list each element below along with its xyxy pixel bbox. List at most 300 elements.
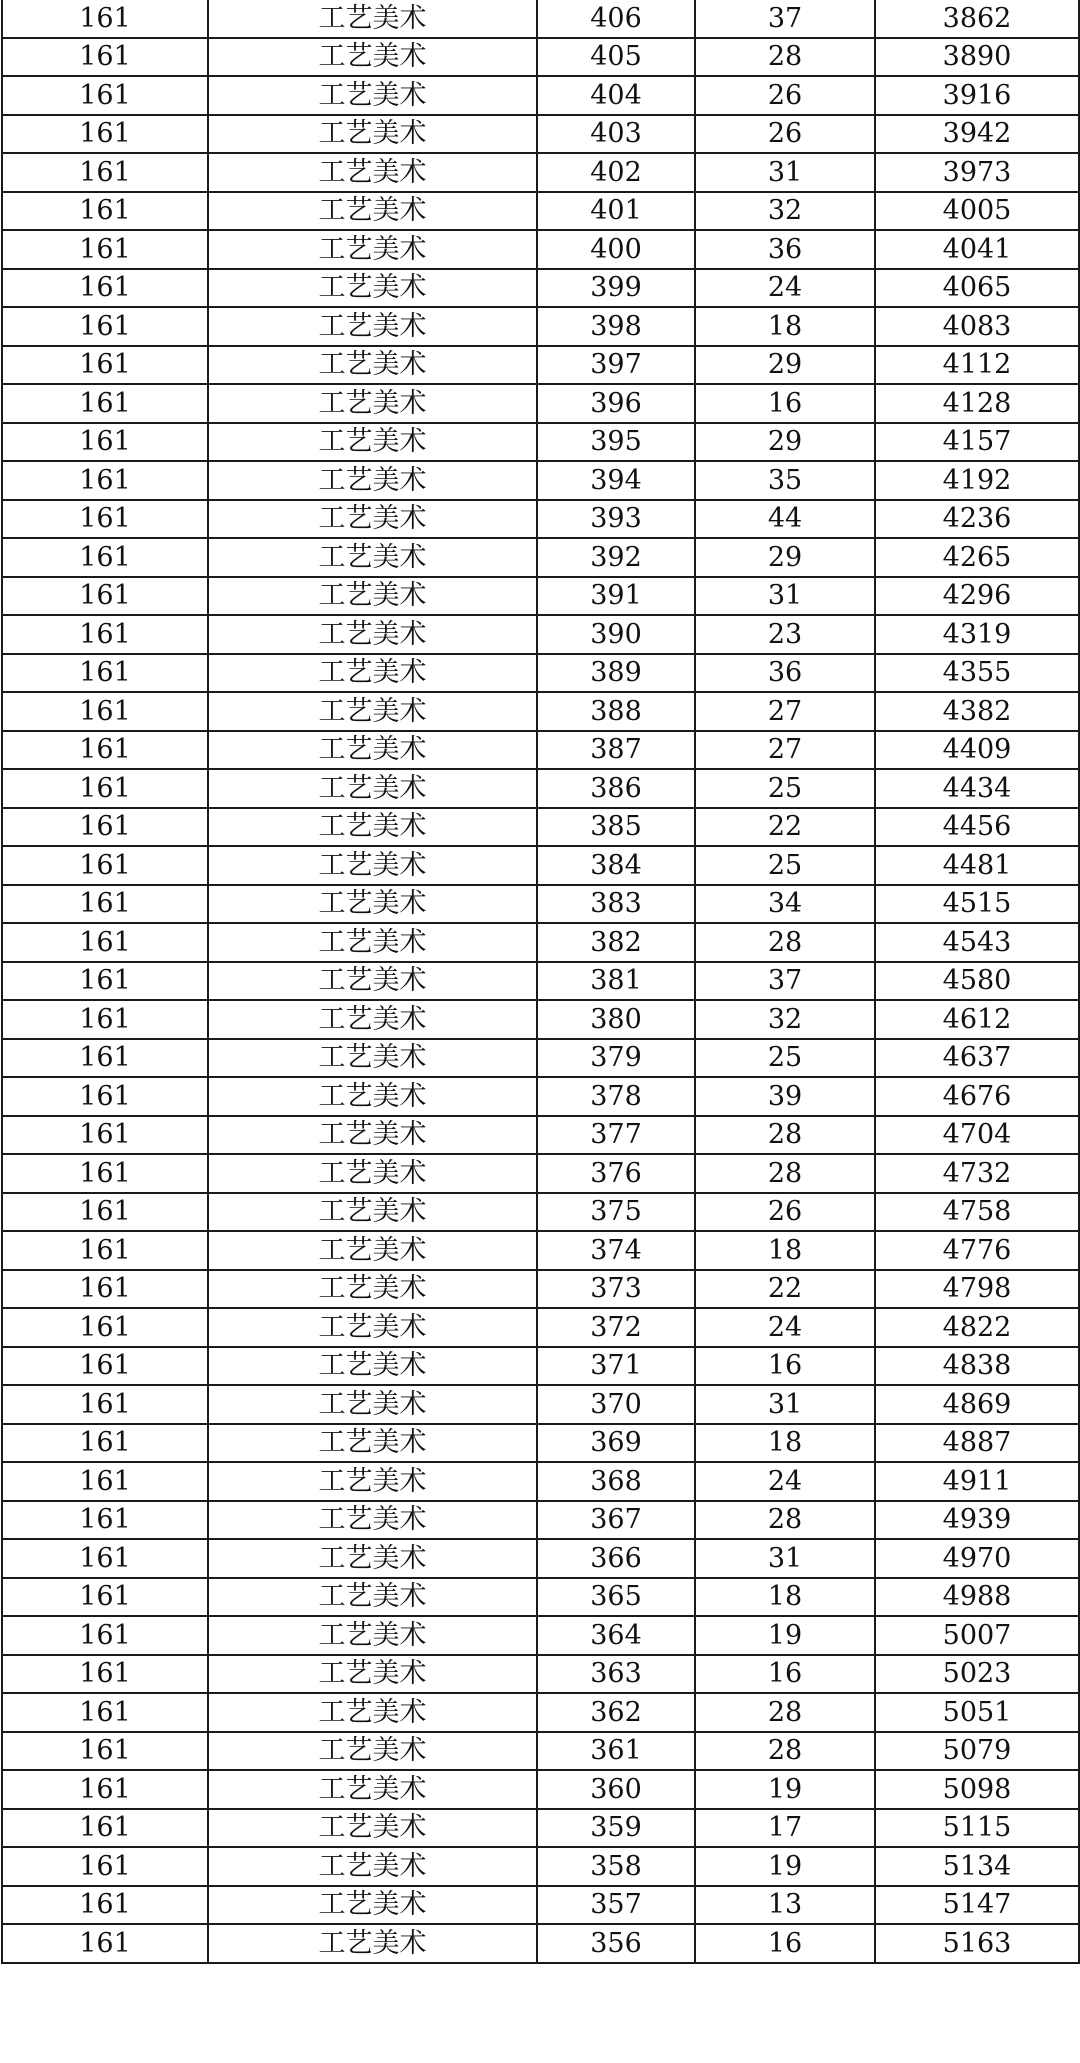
score-cell: 392 bbox=[537, 538, 695, 577]
code-cell: 161 bbox=[2, 384, 208, 423]
cumulative-cell: 3973 bbox=[875, 153, 1079, 192]
major-cell: 工艺美术 bbox=[208, 1462, 537, 1501]
table-row bbox=[2, 1501, 1079, 1540]
major-cell: 工艺美术 bbox=[208, 846, 537, 885]
code-cell: 161 bbox=[2, 962, 208, 1001]
cumulative-cell: 4543 bbox=[875, 923, 1079, 962]
count-cell: 29 bbox=[695, 346, 875, 385]
count-cell: 16 bbox=[695, 1655, 875, 1694]
cumulative-cell: 4612 bbox=[875, 1000, 1079, 1039]
count-cell: 32 bbox=[695, 192, 875, 231]
table-row bbox=[2, 1732, 1079, 1771]
cumulative-cell: 5023 bbox=[875, 1655, 1079, 1694]
code-cell: 161 bbox=[2, 346, 208, 385]
score-cell: 385 bbox=[537, 808, 695, 847]
table-row bbox=[2, 577, 1079, 616]
code-cell: 161 bbox=[2, 923, 208, 962]
major-cell: 工艺美术 bbox=[208, 384, 537, 423]
code-cell: 161 bbox=[2, 1000, 208, 1039]
score-cell: 364 bbox=[537, 1616, 695, 1655]
major-cell: 工艺美术 bbox=[208, 346, 537, 385]
table-row bbox=[2, 615, 1079, 654]
code-cell: 161 bbox=[2, 1578, 208, 1617]
table-row bbox=[2, 1385, 1079, 1424]
major-cell: 工艺美术 bbox=[208, 654, 537, 693]
score-cell: 381 bbox=[537, 962, 695, 1001]
score-cell: 358 bbox=[537, 1847, 695, 1886]
cumulative-cell: 5147 bbox=[875, 1886, 1079, 1925]
table-row bbox=[2, 962, 1079, 1001]
table-row bbox=[2, 1462, 1079, 1501]
count-cell: 28 bbox=[695, 1732, 875, 1771]
count-cell: 18 bbox=[695, 1424, 875, 1463]
major-cell: 工艺美术 bbox=[208, 1501, 537, 1540]
major-cell: 工艺美术 bbox=[208, 1231, 537, 1270]
cumulative-cell: 4838 bbox=[875, 1347, 1079, 1386]
code-cell: 161 bbox=[2, 1154, 208, 1193]
cumulative-cell: 4911 bbox=[875, 1462, 1079, 1501]
major-cell: 工艺美术 bbox=[208, 307, 537, 346]
major-cell: 工艺美术 bbox=[208, 1385, 537, 1424]
count-cell: 19 bbox=[695, 1847, 875, 1886]
major-cell: 工艺美术 bbox=[208, 808, 537, 847]
major-cell: 工艺美术 bbox=[208, 1270, 537, 1309]
code-cell: 161 bbox=[2, 1039, 208, 1078]
table-row bbox=[2, 76, 1079, 115]
code-cell: 161 bbox=[2, 76, 208, 115]
major-cell: 工艺美术 bbox=[208, 1154, 537, 1193]
count-cell: 28 bbox=[695, 1693, 875, 1732]
cumulative-cell: 4758 bbox=[875, 1193, 1079, 1232]
table-row bbox=[2, 885, 1079, 924]
cumulative-cell: 5051 bbox=[875, 1693, 1079, 1732]
code-cell: 161 bbox=[2, 307, 208, 346]
table-row bbox=[2, 1308, 1079, 1347]
count-cell: 24 bbox=[695, 1308, 875, 1347]
cumulative-cell: 4798 bbox=[875, 1270, 1079, 1309]
table-row bbox=[2, 1193, 1079, 1232]
count-cell: 37 bbox=[695, 962, 875, 1001]
major-cell: 工艺美术 bbox=[208, 1077, 537, 1116]
code-cell: 161 bbox=[2, 654, 208, 693]
code-cell: 161 bbox=[2, 846, 208, 885]
cumulative-cell: 4192 bbox=[875, 461, 1079, 500]
major-cell: 工艺美术 bbox=[208, 1347, 537, 1386]
count-cell: 25 bbox=[695, 769, 875, 808]
score-cell: 368 bbox=[537, 1462, 695, 1501]
table-row bbox=[2, 808, 1079, 847]
table-row bbox=[2, 307, 1079, 346]
major-cell: 工艺美术 bbox=[208, 577, 537, 616]
score-cell: 379 bbox=[537, 1039, 695, 1078]
score-cell: 394 bbox=[537, 461, 695, 500]
major-cell: 工艺美术 bbox=[208, 1770, 537, 1809]
major-cell: 工艺美术 bbox=[208, 1655, 537, 1694]
table-row bbox=[2, 1116, 1079, 1155]
count-cell: 28 bbox=[695, 923, 875, 962]
major-cell: 工艺美术 bbox=[208, 0, 537, 38]
table-row bbox=[2, 1154, 1079, 1193]
cumulative-cell: 5098 bbox=[875, 1770, 1079, 1809]
major-cell: 工艺美术 bbox=[208, 885, 537, 924]
cumulative-cell: 4434 bbox=[875, 769, 1079, 808]
table-row bbox=[2, 1231, 1079, 1270]
major-cell: 工艺美术 bbox=[208, 1578, 537, 1617]
cumulative-cell: 4005 bbox=[875, 192, 1079, 231]
table-row bbox=[2, 1039, 1079, 1078]
cumulative-cell: 4319 bbox=[875, 615, 1079, 654]
count-cell: 26 bbox=[695, 115, 875, 154]
cumulative-cell: 5007 bbox=[875, 1616, 1079, 1655]
score-cell: 376 bbox=[537, 1154, 695, 1193]
cumulative-cell: 4676 bbox=[875, 1077, 1079, 1116]
table-row bbox=[2, 0, 1079, 38]
major-cell: 工艺美术 bbox=[208, 1924, 537, 1963]
score-cell: 370 bbox=[537, 1385, 695, 1424]
count-cell: 16 bbox=[695, 1347, 875, 1386]
count-cell: 19 bbox=[695, 1770, 875, 1809]
score-table bbox=[1, 0, 1080, 1964]
code-cell: 161 bbox=[2, 1501, 208, 1540]
score-cell: 384 bbox=[537, 846, 695, 885]
cumulative-cell: 4637 bbox=[875, 1039, 1079, 1078]
code-cell: 161 bbox=[2, 38, 208, 77]
major-cell: 工艺美术 bbox=[208, 731, 537, 770]
code-cell: 161 bbox=[2, 1347, 208, 1386]
major-cell: 工艺美术 bbox=[208, 1039, 537, 1078]
table-row bbox=[2, 692, 1079, 731]
table-row bbox=[2, 923, 1079, 962]
count-cell: 18 bbox=[695, 1231, 875, 1270]
code-cell: 161 bbox=[2, 1424, 208, 1463]
count-cell: 29 bbox=[695, 423, 875, 462]
code-cell: 161 bbox=[2, 1385, 208, 1424]
code-cell: 161 bbox=[2, 461, 208, 500]
table-row bbox=[2, 1655, 1079, 1694]
major-cell: 工艺美术 bbox=[208, 38, 537, 77]
score-cell: 363 bbox=[537, 1655, 695, 1694]
major-cell: 工艺美术 bbox=[208, 1809, 537, 1848]
major-cell: 工艺美术 bbox=[208, 1847, 537, 1886]
major-cell: 工艺美术 bbox=[208, 1193, 537, 1232]
score-cell: 390 bbox=[537, 615, 695, 654]
count-cell: 25 bbox=[695, 846, 875, 885]
count-cell: 19 bbox=[695, 1616, 875, 1655]
score-cell: 393 bbox=[537, 500, 695, 539]
score-cell: 400 bbox=[537, 230, 695, 269]
score-cell: 396 bbox=[537, 384, 695, 423]
cumulative-cell: 4776 bbox=[875, 1231, 1079, 1270]
cumulative-cell: 4236 bbox=[875, 500, 1079, 539]
cumulative-cell: 4265 bbox=[875, 538, 1079, 577]
major-cell: 工艺美术 bbox=[208, 769, 537, 808]
code-cell: 161 bbox=[2, 1886, 208, 1925]
table-row bbox=[2, 769, 1079, 808]
score-cell: 360 bbox=[537, 1770, 695, 1809]
table-row bbox=[2, 1886, 1079, 1925]
score-cell: 383 bbox=[537, 885, 695, 924]
major-cell: 工艺美术 bbox=[208, 1308, 537, 1347]
table-row bbox=[2, 269, 1079, 308]
table-row bbox=[2, 1847, 1079, 1886]
cumulative-cell: 4355 bbox=[875, 654, 1079, 693]
major-cell: 工艺美术 bbox=[208, 538, 537, 577]
cumulative-cell: 4869 bbox=[875, 1385, 1079, 1424]
score-cell: 366 bbox=[537, 1539, 695, 1578]
count-cell: 18 bbox=[695, 307, 875, 346]
code-cell: 161 bbox=[2, 1270, 208, 1309]
code-cell: 161 bbox=[2, 885, 208, 924]
code-cell: 161 bbox=[2, 769, 208, 808]
table-row bbox=[2, 461, 1079, 500]
cumulative-cell: 4041 bbox=[875, 230, 1079, 269]
cumulative-cell: 4128 bbox=[875, 384, 1079, 423]
score-cell: 398 bbox=[537, 307, 695, 346]
score-cell: 395 bbox=[537, 423, 695, 462]
table-row bbox=[2, 230, 1079, 269]
count-cell: 27 bbox=[695, 692, 875, 731]
major-cell: 工艺美术 bbox=[208, 1732, 537, 1771]
count-cell: 31 bbox=[695, 577, 875, 616]
count-cell: 35 bbox=[695, 461, 875, 500]
count-cell: 34 bbox=[695, 885, 875, 924]
count-cell: 17 bbox=[695, 1809, 875, 1848]
table-row bbox=[2, 384, 1079, 423]
count-cell: 23 bbox=[695, 615, 875, 654]
score-cell: 357 bbox=[537, 1886, 695, 1925]
major-cell: 工艺美术 bbox=[208, 423, 537, 462]
cumulative-cell: 4112 bbox=[875, 346, 1079, 385]
count-cell: 36 bbox=[695, 654, 875, 693]
count-cell: 13 bbox=[695, 1886, 875, 1925]
code-cell: 161 bbox=[2, 1693, 208, 1732]
table-row bbox=[2, 846, 1079, 885]
code-cell: 161 bbox=[2, 1847, 208, 1886]
score-cell: 406 bbox=[537, 0, 695, 38]
table-row bbox=[2, 1000, 1079, 1039]
code-cell: 161 bbox=[2, 153, 208, 192]
score-cell: 373 bbox=[537, 1270, 695, 1309]
score-cell: 403 bbox=[537, 115, 695, 154]
table-row bbox=[2, 1424, 1079, 1463]
major-cell: 工艺美术 bbox=[208, 461, 537, 500]
code-cell: 161 bbox=[2, 1616, 208, 1655]
count-cell: 44 bbox=[695, 500, 875, 539]
table-row bbox=[2, 192, 1079, 231]
major-cell: 工艺美术 bbox=[208, 115, 537, 154]
count-cell: 31 bbox=[695, 1539, 875, 1578]
cumulative-cell: 4065 bbox=[875, 269, 1079, 308]
cumulative-cell: 4822 bbox=[875, 1308, 1079, 1347]
score-cell: 367 bbox=[537, 1501, 695, 1540]
major-cell: 工艺美术 bbox=[208, 1693, 537, 1732]
code-cell: 161 bbox=[2, 1462, 208, 1501]
table-row bbox=[2, 1578, 1079, 1617]
score-cell: 374 bbox=[537, 1231, 695, 1270]
score-cell: 387 bbox=[537, 731, 695, 770]
cumulative-cell: 4409 bbox=[875, 731, 1079, 770]
cumulative-cell: 5115 bbox=[875, 1809, 1079, 1848]
count-cell: 28 bbox=[695, 1116, 875, 1155]
code-cell: 161 bbox=[2, 1655, 208, 1694]
cumulative-cell: 4296 bbox=[875, 577, 1079, 616]
score-cell: 378 bbox=[537, 1077, 695, 1116]
table-row bbox=[2, 1270, 1079, 1309]
code-cell: 161 bbox=[2, 230, 208, 269]
major-cell: 工艺美术 bbox=[208, 1539, 537, 1578]
code-cell: 161 bbox=[2, 1539, 208, 1578]
table-row bbox=[2, 654, 1079, 693]
count-cell: 16 bbox=[695, 384, 875, 423]
table-row bbox=[2, 115, 1079, 154]
table-row bbox=[2, 153, 1079, 192]
score-cell: 404 bbox=[537, 76, 695, 115]
code-cell: 161 bbox=[2, 1116, 208, 1155]
code-cell: 161 bbox=[2, 615, 208, 654]
count-cell: 27 bbox=[695, 731, 875, 770]
table-row bbox=[2, 38, 1079, 77]
code-cell: 161 bbox=[2, 731, 208, 770]
count-cell: 22 bbox=[695, 808, 875, 847]
count-cell: 25 bbox=[695, 1039, 875, 1078]
table-row bbox=[2, 1539, 1079, 1578]
cumulative-cell: 4456 bbox=[875, 808, 1079, 847]
table-row bbox=[2, 423, 1079, 462]
score-cell: 389 bbox=[537, 654, 695, 693]
code-cell: 161 bbox=[2, 192, 208, 231]
major-cell: 工艺美术 bbox=[208, 500, 537, 539]
cumulative-cell: 3862 bbox=[875, 0, 1079, 38]
count-cell: 28 bbox=[695, 38, 875, 77]
code-cell: 161 bbox=[2, 1924, 208, 1963]
count-cell: 24 bbox=[695, 1462, 875, 1501]
cumulative-cell: 4515 bbox=[875, 885, 1079, 924]
code-cell: 161 bbox=[2, 500, 208, 539]
cumulative-cell: 4988 bbox=[875, 1578, 1079, 1617]
code-cell: 161 bbox=[2, 423, 208, 462]
count-cell: 29 bbox=[695, 538, 875, 577]
cumulative-cell: 5163 bbox=[875, 1924, 1079, 1963]
table-row bbox=[2, 1616, 1079, 1655]
count-cell: 28 bbox=[695, 1154, 875, 1193]
count-cell: 32 bbox=[695, 1000, 875, 1039]
table-row bbox=[2, 1077, 1079, 1116]
count-cell: 28 bbox=[695, 1501, 875, 1540]
score-cell: 402 bbox=[537, 153, 695, 192]
cumulative-cell: 4704 bbox=[875, 1116, 1079, 1155]
table-row bbox=[2, 538, 1079, 577]
count-cell: 22 bbox=[695, 1270, 875, 1309]
table-body bbox=[2, 0, 1079, 1963]
count-cell: 31 bbox=[695, 1385, 875, 1424]
cumulative-cell: 4887 bbox=[875, 1424, 1079, 1463]
score-cell: 375 bbox=[537, 1193, 695, 1232]
code-cell: 161 bbox=[2, 1193, 208, 1232]
score-cell: 386 bbox=[537, 769, 695, 808]
code-cell: 161 bbox=[2, 0, 208, 38]
major-cell: 工艺美术 bbox=[208, 1886, 537, 1925]
code-cell: 161 bbox=[2, 538, 208, 577]
major-cell: 工艺美术 bbox=[208, 1616, 537, 1655]
major-cell: 工艺美术 bbox=[208, 1424, 537, 1463]
cumulative-cell: 4382 bbox=[875, 692, 1079, 731]
count-cell: 36 bbox=[695, 230, 875, 269]
code-cell: 161 bbox=[2, 1770, 208, 1809]
major-cell: 工艺美术 bbox=[208, 692, 537, 731]
major-cell: 工艺美术 bbox=[208, 1000, 537, 1039]
score-cell: 361 bbox=[537, 1732, 695, 1771]
table-row bbox=[2, 500, 1079, 539]
score-cell: 382 bbox=[537, 923, 695, 962]
cumulative-cell: 4732 bbox=[875, 1154, 1079, 1193]
table-row bbox=[2, 1770, 1079, 1809]
major-cell: 工艺美术 bbox=[208, 269, 537, 308]
table-row bbox=[2, 1347, 1079, 1386]
table-row bbox=[2, 1693, 1079, 1732]
cumulative-cell: 4481 bbox=[875, 846, 1079, 885]
major-cell: 工艺美术 bbox=[208, 615, 537, 654]
cumulative-cell: 3942 bbox=[875, 115, 1079, 154]
cumulative-cell: 4970 bbox=[875, 1539, 1079, 1578]
score-cell: 380 bbox=[537, 1000, 695, 1039]
cumulative-cell: 5079 bbox=[875, 1732, 1079, 1771]
count-cell: 39 bbox=[695, 1077, 875, 1116]
score-cell: 397 bbox=[537, 346, 695, 385]
score-cell: 391 bbox=[537, 577, 695, 616]
score-cell: 372 bbox=[537, 1308, 695, 1347]
table-row bbox=[2, 1809, 1079, 1848]
major-cell: 工艺美术 bbox=[208, 923, 537, 962]
code-cell: 161 bbox=[2, 269, 208, 308]
cumulative-cell: 4157 bbox=[875, 423, 1079, 462]
score-cell: 362 bbox=[537, 1693, 695, 1732]
score-cell: 359 bbox=[537, 1809, 695, 1848]
cumulative-cell: 4580 bbox=[875, 962, 1079, 1001]
table-row bbox=[2, 1924, 1079, 1963]
count-cell: 18 bbox=[695, 1578, 875, 1617]
major-cell: 工艺美术 bbox=[208, 1116, 537, 1155]
major-cell: 工艺美术 bbox=[208, 153, 537, 192]
code-cell: 161 bbox=[2, 692, 208, 731]
score-cell: 399 bbox=[537, 269, 695, 308]
major-cell: 工艺美术 bbox=[208, 192, 537, 231]
code-cell: 161 bbox=[2, 1809, 208, 1848]
code-cell: 161 bbox=[2, 577, 208, 616]
count-cell: 37 bbox=[695, 0, 875, 38]
count-cell: 16 bbox=[695, 1924, 875, 1963]
count-cell: 31 bbox=[695, 153, 875, 192]
score-cell: 388 bbox=[537, 692, 695, 731]
table-row bbox=[2, 346, 1079, 385]
score-cell: 356 bbox=[537, 1924, 695, 1963]
cumulative-cell: 4939 bbox=[875, 1501, 1079, 1540]
score-cell: 401 bbox=[537, 192, 695, 231]
code-cell: 161 bbox=[2, 1231, 208, 1270]
major-cell: 工艺美术 bbox=[208, 962, 537, 1001]
code-cell: 161 bbox=[2, 1308, 208, 1347]
table-row bbox=[2, 731, 1079, 770]
score-cell: 405 bbox=[537, 38, 695, 77]
major-cell: 工艺美术 bbox=[208, 230, 537, 269]
cumulative-cell: 5134 bbox=[875, 1847, 1079, 1886]
code-cell: 161 bbox=[2, 115, 208, 154]
cumulative-cell: 3890 bbox=[875, 38, 1079, 77]
count-cell: 26 bbox=[695, 76, 875, 115]
cumulative-cell: 4083 bbox=[875, 307, 1079, 346]
code-cell: 161 bbox=[2, 808, 208, 847]
count-cell: 24 bbox=[695, 269, 875, 308]
cumulative-cell: 3916 bbox=[875, 76, 1079, 115]
